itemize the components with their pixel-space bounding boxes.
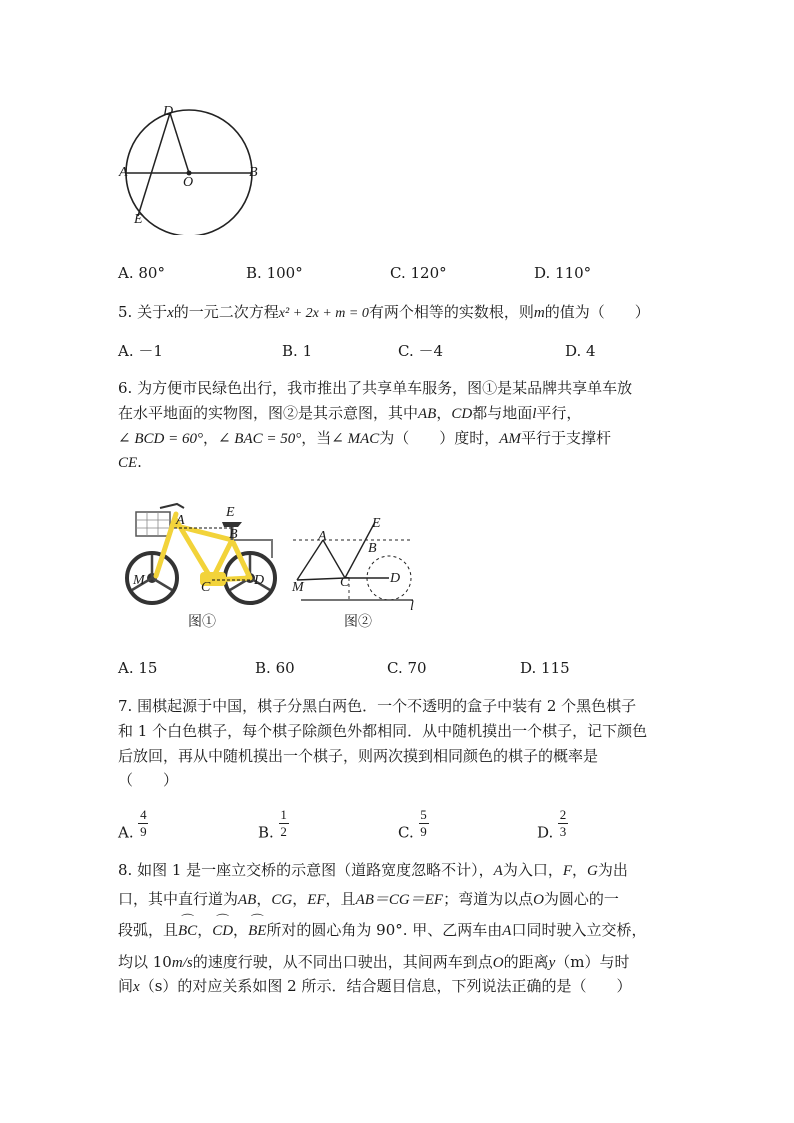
q8-text: ；弯道为以点 (443, 890, 534, 908)
q8-text: （m）与时 (555, 953, 630, 971)
q8-text: ， (256, 890, 272, 908)
angle-MAC: ∠ MAC (331, 431, 380, 447)
diagram-label-B: B (368, 541, 377, 556)
option-letter: A. (118, 659, 134, 677)
q8-text: 口，其中直行道为 (118, 890, 239, 908)
arc-BE: ⌒ BE (248, 921, 266, 942)
seg-CE: CE (118, 455, 138, 471)
q4-option-c[interactable] (390, 263, 447, 284)
q7-line-4: （ ） (118, 771, 179, 789)
bike-basket (136, 512, 170, 536)
option-value: 4 (586, 342, 596, 360)
option-letter: D. (565, 342, 582, 360)
var-m: m (533, 305, 545, 321)
fraction (419, 808, 429, 839)
fig2-caption: 图② (344, 614, 372, 630)
line-l: l (532, 406, 537, 422)
arc-CD: ⌒ CD (212, 921, 233, 942)
segment-MC (297, 578, 345, 580)
option-value: 110° (555, 264, 592, 282)
q6-text: 为（ ）度时， (379, 429, 500, 447)
fraction (138, 808, 148, 839)
q8-line-3 (118, 920, 646, 942)
label-A: A (119, 165, 128, 180)
fraction (279, 808, 289, 839)
q4-option-a[interactable] (118, 263, 165, 284)
label-B: B (249, 165, 258, 180)
q6-line-2 (118, 403, 581, 425)
denominator: 3 (559, 824, 567, 839)
angle-BCD: ∠ BCD = 60° (118, 431, 203, 447)
option-letter: D. (520, 659, 537, 677)
option-letter: D. (534, 264, 551, 282)
q6-line-1: 6. 为方便市民绿色出行，我市推出了共享单车服务，图①是某品牌共享单车放 (118, 379, 633, 397)
denominator: 9 (140, 824, 147, 839)
q8-line-4 (118, 952, 629, 974)
q6-text: ，当 (301, 429, 332, 447)
q8-text: ， (233, 921, 249, 939)
option-letter: A. (118, 823, 134, 842)
q8-text: 段弧，且 (118, 921, 179, 939)
q5-option-a[interactable] (118, 341, 163, 362)
diagram-label-E: E (372, 516, 381, 531)
fraction (558, 808, 568, 839)
q6-option-c[interactable] (387, 658, 427, 679)
q8-text: ，且 (325, 890, 356, 908)
q8-text: ， (572, 861, 588, 879)
q8-text: 的距离 (503, 953, 549, 971)
label-O: O (183, 175, 194, 190)
option-letter: A. (118, 342, 134, 360)
q5-option-b[interactable] (282, 341, 312, 362)
q6-text: 平行， (536, 404, 582, 422)
option-value: 120° (410, 264, 447, 282)
option-value: 100° (266, 264, 303, 282)
q7-line-2: 和 1 个白色棋子，每个棋子除颜色外都相同．从中随机摸出一个棋子，记下颜色 (118, 722, 648, 740)
angle-BAC: ∠ BAC = 50° (217, 431, 302, 447)
q7-option-a[interactable] (118, 808, 148, 844)
q8-text: ， (292, 890, 308, 908)
seg-CG: CG (271, 892, 293, 908)
option-letter: B. (258, 823, 274, 842)
q5-text: 有两个相等的实数根，则 (368, 303, 534, 321)
point-O: O (492, 955, 504, 971)
q8-text: 为出 (597, 861, 628, 879)
option-value: 115 (541, 659, 570, 677)
option-letter: B. (255, 659, 271, 677)
q8-text: 口同时驶入立交桥， (511, 921, 647, 939)
q5-stem (118, 302, 650, 324)
label-D: D (163, 104, 174, 119)
diagram-label-A: A (318, 529, 327, 544)
point-G: G (587, 863, 598, 879)
q6-option-b[interactable] (255, 658, 295, 679)
q5-option-d[interactable] (565, 341, 596, 362)
q6-text: ， (436, 404, 452, 422)
var-y: y (548, 955, 556, 971)
numerator: 4 (140, 807, 147, 822)
q4-option-d[interactable] (534, 263, 591, 284)
q5-text: 的一元二次方程 (173, 303, 279, 321)
q8-line-2 (118, 889, 619, 911)
chord-DE (138, 113, 170, 216)
point-A: A (502, 923, 512, 939)
q8-line-5 (118, 976, 631, 998)
segment-AM (297, 540, 323, 580)
arc-BC: ⌒ BC (178, 921, 197, 942)
option-letter: D. (537, 823, 554, 842)
diagram-label-M: M (292, 580, 304, 595)
option-value: 1 (302, 342, 313, 360)
numerator: 2 (559, 807, 567, 822)
seg-CD: CD (451, 406, 473, 422)
q8-text: ， (197, 921, 213, 939)
q6-line-3: ∠ BCD = 60°，∠ BAC = 50°，当∠ MAC为（ ）度时，AM平行于支撑杆 (118, 429, 611, 447)
segment-DO (170, 113, 189, 173)
bike-label-D: D (254, 573, 265, 588)
denominator: 9 (420, 824, 427, 839)
diagram-label-l: l (410, 599, 414, 614)
q7-line-1: 7. 围棋起源于中国，棋子分黑白两色．一个不透明的盒子中装有 2 个黑色棋子 (118, 697, 637, 715)
segment-AC (323, 540, 345, 578)
option-value: 15 (138, 659, 158, 677)
point-A: A (493, 863, 503, 879)
bike-label-B: B (229, 527, 238, 542)
q6-option-d[interactable] (520, 658, 570, 679)
seg-AB: AB (418, 406, 437, 422)
q8-text: 为入口， (502, 861, 563, 879)
option-value: 70 (407, 659, 427, 677)
bike-label-C: C (201, 580, 211, 595)
q8-text: 所对的圆心角为 90°. 甲、乙两车由 (266, 921, 503, 939)
option-letter: A. (118, 264, 134, 282)
diagram-label-D: D (390, 571, 401, 586)
var-x: x (133, 979, 140, 995)
q6-text: 平行于支撑杆 (520, 429, 611, 447)
option-value: －4 (418, 342, 444, 360)
numerator: 5 (420, 807, 427, 822)
fig1-caption: 图① (188, 614, 216, 630)
seg-AM: AM (499, 431, 521, 447)
q7-option-c[interactable] (398, 808, 429, 844)
q5-equation: x² + 2x + m = 0 (278, 306, 369, 321)
diagram-label-C: C (340, 575, 350, 590)
q6-line-4 (118, 452, 142, 474)
q4-option-b[interactable] (246, 263, 303, 284)
option-letter: C. (387, 659, 403, 677)
q8-text: 为圆心的一 (543, 890, 619, 908)
option-letter: C. (398, 342, 414, 360)
option-letter: B. (246, 264, 262, 282)
q5-text: 的值为（ ） (544, 303, 650, 321)
q8-text: （s）的对应关系如图 2 所示．结合题目信息，下列说法正确的是（ ） (139, 977, 632, 995)
option-letter: C. (390, 264, 406, 282)
q5-option-c[interactable] (398, 341, 443, 362)
option-value: 80° (138, 264, 165, 282)
q6-option-a[interactable] (118, 658, 157, 679)
bike-label-E: E (226, 505, 235, 520)
option-letter: B. (282, 342, 298, 360)
q6-text: 都与地面 (472, 404, 533, 422)
q8-text: 8. 如图 1 是一座立交桥的示意图（道路宽度忽略不计）， (118, 861, 494, 879)
q8-text: 均以 10 (118, 953, 172, 971)
bike-label-M: M (133, 573, 145, 588)
numerator: 1 (280, 807, 287, 822)
bike-label-A: A (176, 513, 185, 528)
q8-line-1 (118, 860, 628, 882)
point-F: F (562, 863, 573, 879)
equal-lengths: AB＝CG＝EF (355, 892, 444, 908)
label-E: E (134, 212, 143, 227)
denominator: 2 (280, 824, 287, 839)
seg-AB: AB (238, 892, 257, 908)
q6-text: 在水平地面的实物图，图②是其示意图，其中 (118, 404, 419, 422)
option-value: －1 (138, 342, 163, 360)
q8-text: 间 (118, 977, 134, 995)
option-letter: C. (398, 823, 414, 842)
speed-unit: m/s (171, 955, 193, 971)
point-O: O (533, 892, 544, 908)
q7-option-d[interactable] (537, 808, 568, 844)
q8-text: 的速度行驶，从不同出口驶出，其间两车到点 (192, 953, 493, 971)
bike-schematic (285, 510, 425, 610)
option-value: 60 (275, 659, 295, 677)
var-x: x (167, 305, 174, 321)
q5-text: 5. 关于 (118, 303, 168, 321)
q7-line-3: 后放回，再从中随机摸出一个棋子，则两次摸到相同颜色的棋子的概率是 (118, 747, 599, 765)
q6-text: . (137, 453, 142, 471)
q7-option-b[interactable] (258, 808, 289, 844)
seg-EF: EF (307, 892, 326, 908)
